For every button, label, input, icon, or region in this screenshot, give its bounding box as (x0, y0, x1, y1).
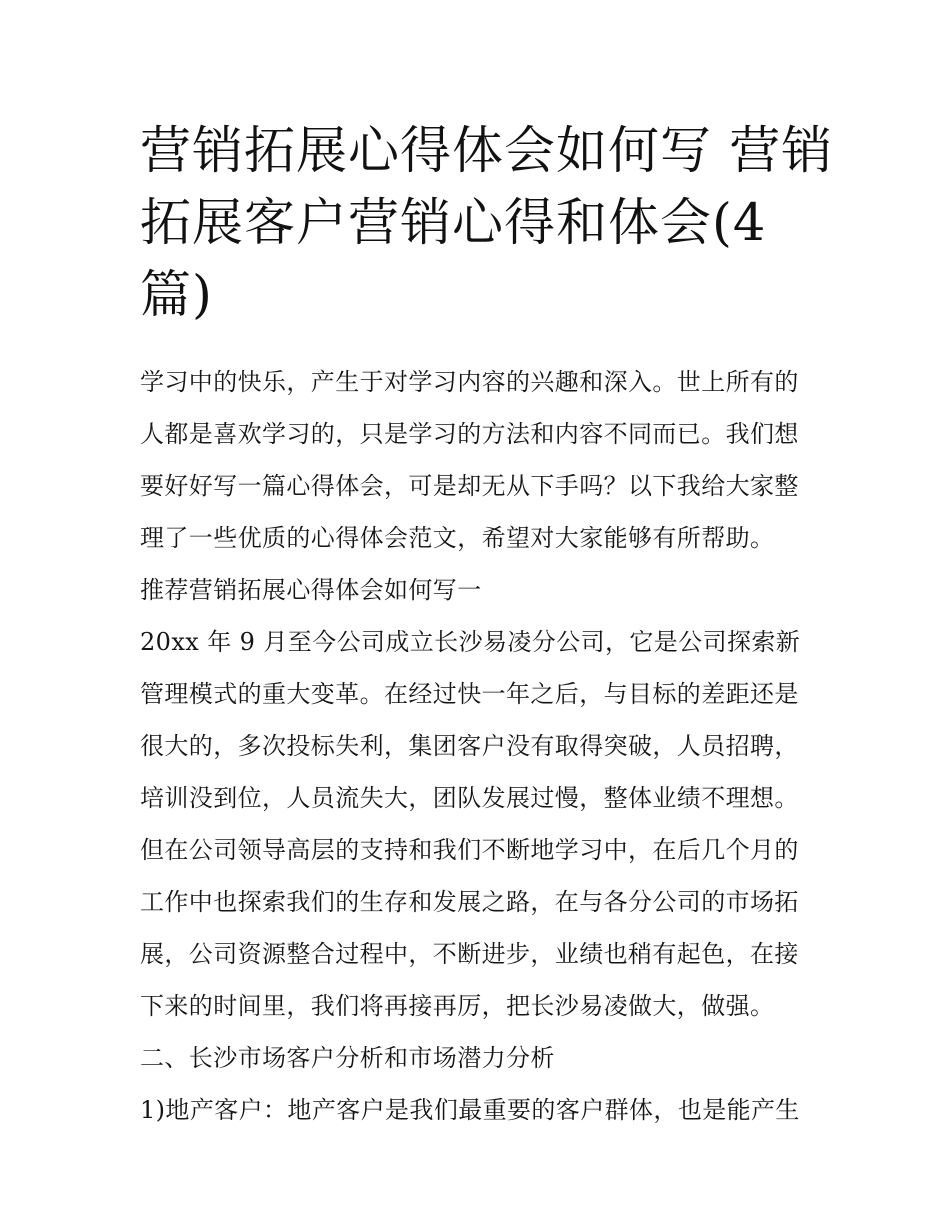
body-line: 学习中的快乐，产生于对学习内容的兴趣和深入。世上所有的 (140, 368, 799, 396)
section-heading: 二、长沙市场客户分析和市场潜力分析 (140, 1044, 555, 1072)
title-line: 营销拓展心得体会如何写 营销 (140, 122, 834, 181)
body-line: 1)地产客户：地产客户是我们最重要的客户群体，也是能产生 (140, 1096, 800, 1124)
body-line: 要好好写一篇心得体会，可是却无从下手吗？以下我给大家整 (140, 472, 799, 500)
body-line: 很大的，多次投标失利，集团客户没有取得突破，人员招聘， (140, 732, 799, 760)
body-line: 但在公司领导高层的支持和我们不断地学习中，在后几个月的 (140, 836, 799, 864)
title-line: 拓展客户营销心得和体会(4 (140, 194, 767, 253)
section-heading: 推荐营销拓展心得体会如何写一 (140, 576, 482, 604)
body-line: 展，公司资源整合过程中，不断进步，业绩也稍有起色，在接 (140, 940, 799, 968)
title-line: 篇) (140, 266, 213, 325)
document-body (140, 356, 820, 1136)
body-line: 人都是喜欢学习的，只是学习的方法和内容不同而已。我们想 (140, 420, 799, 448)
body-line: 工作中也探索我们的生存和发展之路，在与各分公司的市场拓 (140, 888, 799, 916)
body-line: 培训没到位，人员流失大，团队发展过慢，整体业绩不理想。 (140, 784, 799, 812)
body-line: 20xx 年 9 月至今公司成立长沙易凌分公司，它是公司探索新 (140, 628, 801, 656)
body-line: 下来的时间里，我们将再接再厉，把长沙易凌做大，做强。 (140, 992, 775, 1020)
document-title (140, 116, 834, 332)
body-line: 管理模式的重大变革。在经过快一年之后，与目标的差距还是 (140, 680, 799, 708)
body-line: 理了一些优质的心得体会范文，希望对大家能够有所帮助。 (140, 524, 775, 552)
